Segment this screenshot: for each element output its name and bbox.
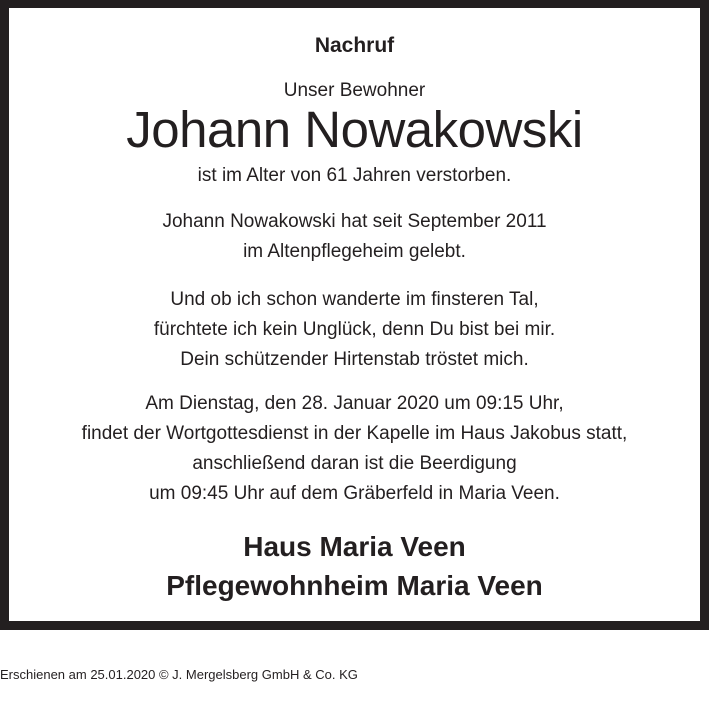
residence-line: Johann Nowakowski hat seit September 2011	[162, 211, 547, 232]
signature-line: Pflegewohnheim Maria Veen	[166, 570, 543, 601]
residence-line: im Altenpflegeheim gelebt.	[243, 241, 466, 262]
service-line: anschließend daran ist die Beerdigung	[192, 453, 517, 474]
psalm-quote	[9, 285, 700, 375]
service-details	[9, 389, 700, 509]
residence-paragraph	[9, 207, 700, 267]
service-line: Am Dienstag, den 28. Januar 2020 um 09:15 Uhr,	[145, 393, 564, 414]
signature-line: Haus Maria Veen	[243, 531, 466, 562]
psalm-line: Und ob ich schon wanderte im finsteren Tal,	[170, 289, 539, 310]
psalm-line: Dein schützender Hirtenstab tröstet mich.	[180, 349, 529, 370]
publication-footer: Erschienen am 25.01.2020 © J. Mergelsberg GmbH & Co. KG	[0, 667, 358, 682]
notice-heading: Nachruf	[314, 34, 395, 57]
age-line: ist im Alter von 61 Jahren verstorben.	[197, 165, 512, 186]
psalm-line: fürchtete ich kein Unglück, denn Du bist bei mir.	[153, 319, 556, 340]
signature-block	[9, 527, 700, 605]
service-line: findet der Wortgottesdienst in der Kapelle im Haus Jakobus statt,	[81, 423, 628, 444]
notice-intro: Unser Bewohner	[283, 80, 426, 101]
service-line: um 09:45 Uhr auf dem Gräberfeld in Maria Veen.	[149, 483, 560, 504]
deceased-name: Johann Nowakowski	[126, 101, 583, 158]
